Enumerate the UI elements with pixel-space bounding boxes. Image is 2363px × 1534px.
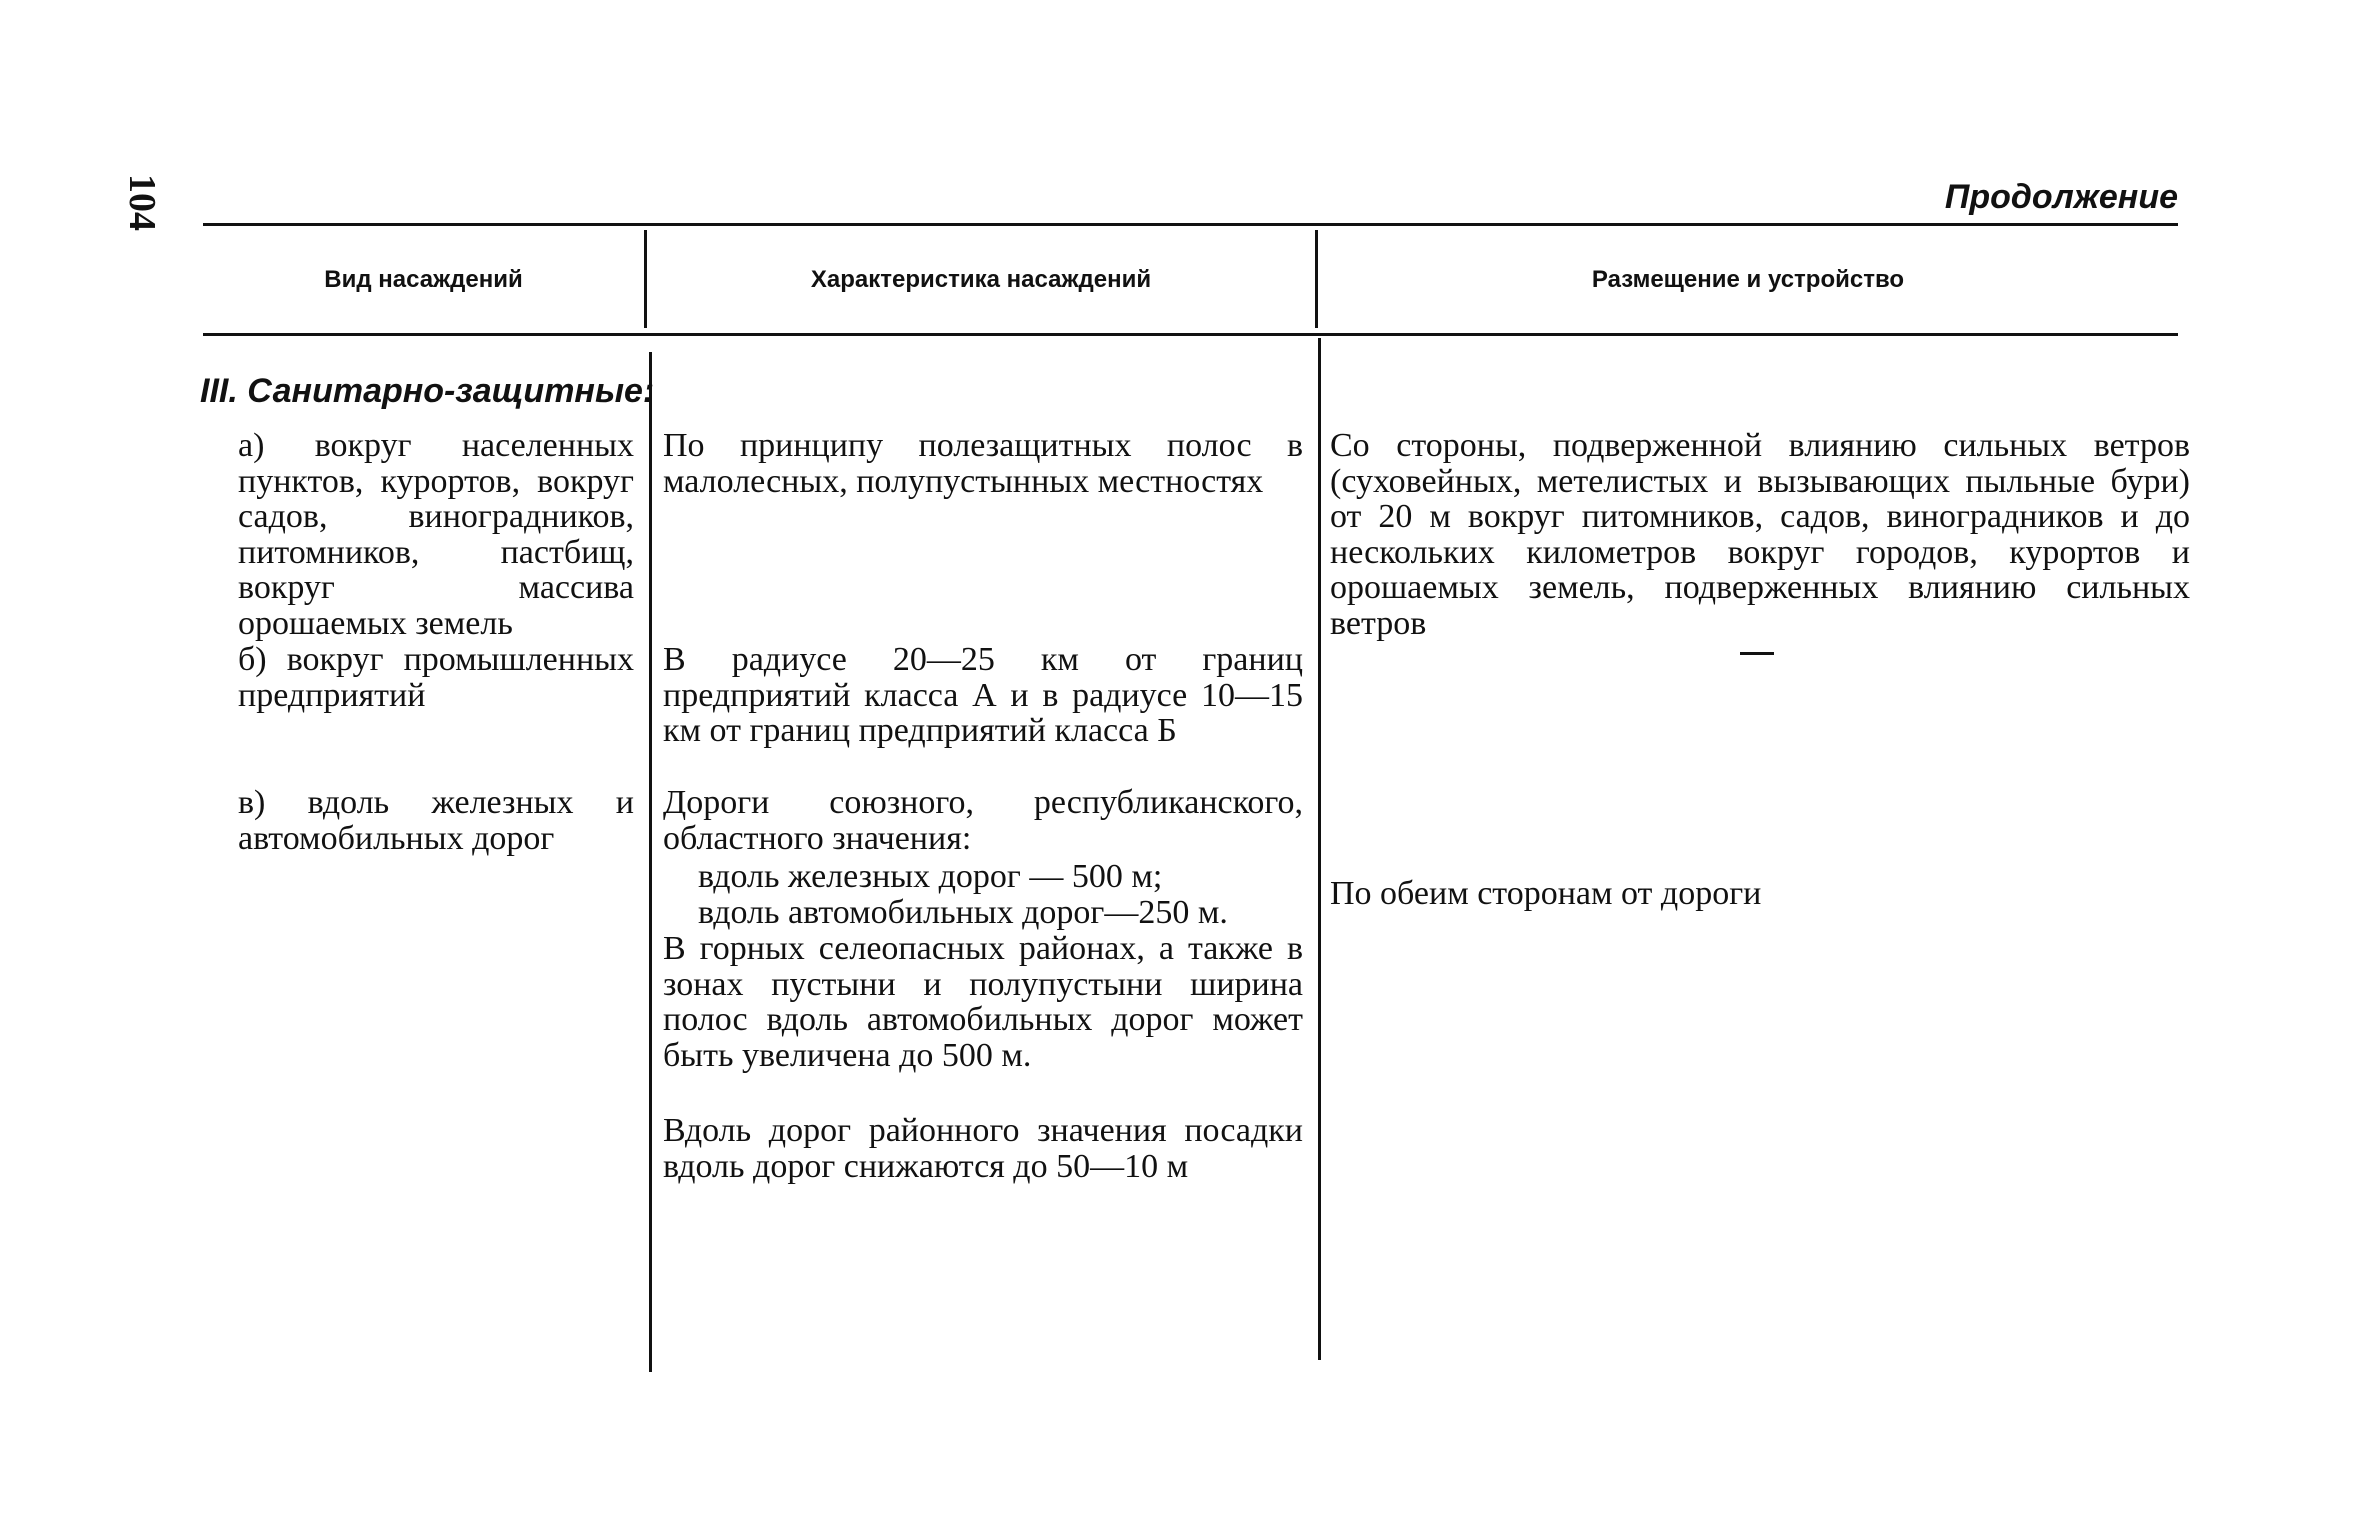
column-header-type: Вид насаждений bbox=[324, 266, 523, 293]
column-divider-1 bbox=[649, 352, 652, 1372]
continuation-label: Продолжение bbox=[1944, 178, 2178, 216]
row-c-characteristic-intro: Дороги союзного, республиканского, областного значения: bbox=[663, 784, 1303, 857]
column-divider-2 bbox=[1318, 338, 1321, 1360]
row-a-placement: Со стороны, подверженной влиянию сильных ветров (суховейных, метелистых и вызывающих пыльные бури) от 20 м вокруг питомников, садов, виноградников и до нескольких километров вокруг городов, курортов и орошаемых земель, подверженных влиянию сильных ветров bbox=[1330, 427, 2190, 642]
page-number: 104 bbox=[121, 174, 163, 231]
row-c-characteristic-mountain: В горных селеопасных районах, а также в зонах пустыни и полупустыни ширина полос вдоль автомобильных дорог может быть увеличена до 500 м. bbox=[663, 930, 1303, 1074]
row-a-type: а) вокруг населенных пунктов, курортов, вокруг садов, виноградников, питомников, пастбищ, вокруг массива орошаемых земель bbox=[238, 427, 634, 642]
row-c-placement: По обеим сторонам от дороги bbox=[1330, 875, 1762, 912]
section-title: III. Санитарно-защитные: bbox=[200, 372, 655, 410]
header-bottom-rule bbox=[203, 333, 2178, 336]
row-b-characteristic: В радиусе 20—25 км от границ предприятий класса А и в радиусе 10—15 км от границ предприятий класса Б bbox=[663, 641, 1303, 749]
row-b-placement-dash bbox=[1740, 652, 1774, 655]
table-top-rule bbox=[203, 223, 2178, 226]
row-c-characteristic-rail: вдоль железных дорог — 500 м; bbox=[698, 858, 1163, 895]
row-b-type: б) вокруг промышленных предприятий bbox=[238, 641, 634, 714]
row-c-type: в) вдоль железных и автомобильных дорог bbox=[238, 784, 634, 857]
row-c-characteristic-district: Вдоль дорог районного значения посадки вдоль дорог снижаются до 50—10 м bbox=[663, 1112, 1303, 1185]
column-header-placement: Размещение и устройство bbox=[1591, 266, 1905, 293]
row-c-characteristic-auto: вдоль автомобильных дорог—250 м. bbox=[698, 894, 1228, 931]
column-header-characteristic: Характеристика насаждений bbox=[810, 266, 1152, 293]
row-a-characteristic: По принципу полезащитных полос в малолесных, полупустынных местностях bbox=[663, 427, 1303, 500]
